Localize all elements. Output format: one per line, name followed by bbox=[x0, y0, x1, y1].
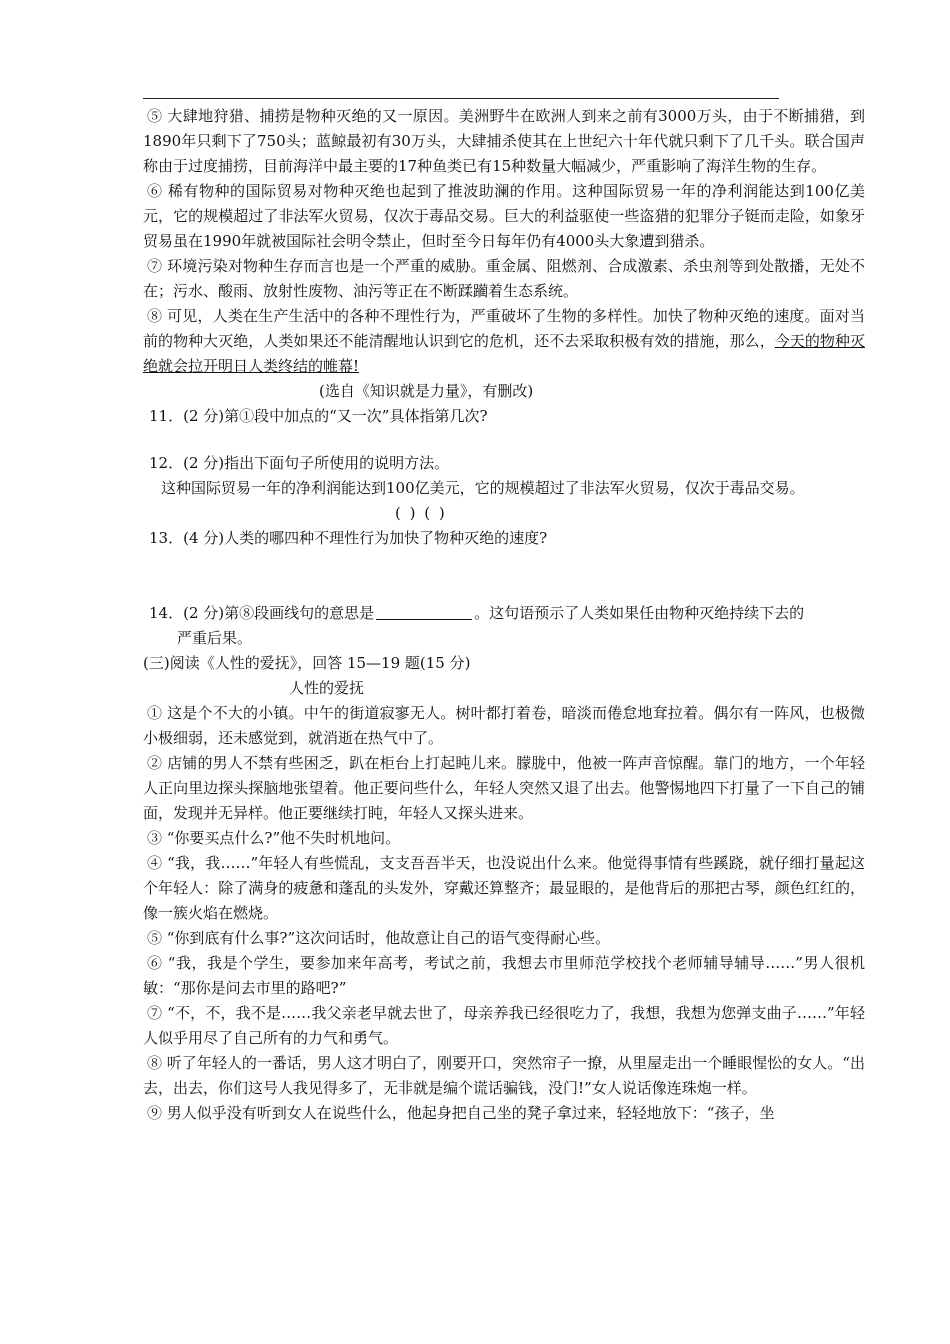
story-paragraph: ⑦ “不，不，我不是……我父亲老早就去世了，母亲养我已经很吃力了，我想，我想为您弹支曲子……”年轻人似乎用尽了自己所有的力气和勇气。 bbox=[143, 1004, 865, 1047]
header-rule bbox=[143, 98, 779, 99]
answer-space-11[interactable] bbox=[143, 429, 865, 451]
story-paragraph: ② 店铺的男人不禁有些困乏，趴在柜台上打起盹儿来。朦胧中，他被一阵声音惊醒。靠门的地方，一个年轻人正向里边探头探脑地张望着。他正要问些什么，年轻人突然又退了出去。他警惕地四下打量了一下自己的铺面，发现并无异样。他正要继续打盹，年轻人又探头进来。 bbox=[143, 754, 865, 822]
story-title: 人性的爱抚 bbox=[289, 679, 365, 697]
story-paragraph: ③ “你要买点什么?”他不失时机地问。 bbox=[147, 829, 401, 847]
story-paragraph: ⑨ 男人似乎没有听到女人在说些什么，他起身把自己坐的凳子拿过来，轻轻地放下：“孩子，坐 bbox=[147, 1104, 775, 1122]
section-heading: (三)阅读《人性的爱抚》，回答 15—19 题(15 分) bbox=[143, 654, 471, 672]
question-11: 11．(2 分)第①段中加点的“又一次”具体指第几次? bbox=[149, 407, 488, 425]
story-paragraph: ④ “我，我……”年轻人有些慌乱，支支吾吾半天，也没说出什么来。他觉得事情有些蹊跷，就仔细打量起这个年轻人：除了满身的疲惫和蓬乱的头发外，穿戴还算整齐；最显眼的，是他背后的那把古琴，颜色红红的，像一簇火焰在燃烧。 bbox=[143, 854, 865, 922]
question-14 bbox=[143, 601, 865, 626]
question-12-answer-brackets[interactable]: ( ) ( ) bbox=[395, 504, 447, 522]
story-paragraph: ⑤ “你到底有什么事?”这次问话时，他故意让自己的语气变得耐心些。 bbox=[147, 929, 611, 947]
paragraph-8 bbox=[143, 304, 865, 379]
story-paragraph: ① 这是个不大的小镇。中午的街道寂寥无人。树叶都打着卷，暗淡而倦怠地耷拉着。偶尔有一阵风，也极微小极细弱，还未感觉到，就消逝在热气中了。 bbox=[143, 704, 865, 747]
document-body bbox=[143, 104, 865, 1126]
answer-space-13[interactable] bbox=[143, 551, 865, 601]
paragraph-8-text: ⑧ 可见，人类在生产生活中的各种不理性行为，严重破坏了生物的多样性。加快了物种灭绝的速度。面对当前的物种大灭绝，人类如果还不能清醒地认识到它的危机，还不去采取积极有效的措施，那么， bbox=[143, 307, 865, 350]
question-14-text-after: 。这句语预示了人类如果任由物种灭绝持续下去的 bbox=[474, 604, 805, 622]
question-12: 12．(2 分)指出下面句子所使用的说明方法。 bbox=[149, 454, 450, 472]
story-paragraph: ⑧ 听了年轻人的一番话，男人这才明白了，刚要开口，突然帘子一撩，从里屋走出一个睡眼惺忪的女人。“出去，出去，你们这号人我见得多了，无非就是编个谎话骗钱，没门!”女人说话像连珠炮一样。 bbox=[143, 1054, 865, 1097]
paragraph-5: ⑤ 大肆地狩猎、捕捞是物种灭绝的又一原因。美洲野牛在欧洲人到来之前有3000万头，由于不断捕猎，到1890年只剩下了750头；蓝鲸最初有30万头，大肆捕杀使其在上世纪六十年代就只剩下了几千头。联合国声称由于过度捕捞，目前海洋中最主要的17种鱼类已有15种数量大幅减少，严重影响了海洋生物的生存。 bbox=[143, 107, 865, 175]
question-14-continuation: 严重后果。 bbox=[177, 629, 253, 647]
question-14-text: 14．(2 分)第⑧段画线句的意思是 bbox=[149, 604, 375, 622]
question-13: 13．(4 分)人类的哪四种不理性行为加快了物种灭绝的速度? bbox=[149, 529, 548, 547]
story-paragraph: ⑥ “我，我是个学生，要参加来年高考，考试之前，我想去市里师范学校找个老师辅导辅导……”男人很机敏：“那你是问去市里的路吧?” bbox=[143, 954, 865, 997]
underlined-sentence: 今天的物种灭绝就会拉开明日人类终结的帷幕! bbox=[143, 332, 865, 375]
paragraph-6: ⑥ 稀有物种的国际贸易对物种灭绝也起到了推波助澜的作用。这种国际贸易一年的净利润能达到100亿美元，它的规模超过了非法军火贸易，仅次于毒品交易。巨大的利益驱使一些盗猎的犯罪分子铤而走险，如象牙贸易虽在1990年就被国际社会明令禁止，但时至今日每年仍有4000头大象遭到猎杀。 bbox=[143, 182, 865, 250]
article-source: (选自《知识就是力量》，有删改) bbox=[319, 382, 534, 400]
question-14-blank[interactable] bbox=[376, 605, 472, 620]
question-12-sentence: 这种国际贸易一年的净利润能达到100亿美元，它的规模超过了非法军火贸易，仅次于毒品交易。 bbox=[161, 479, 805, 497]
paragraph-7: ⑦ 环境污染对物种生存而言也是一个严重的威胁。重金属、阻燃剂、合成激素、杀虫剂等到处散播，无处不在；污水、酸雨、放射性废物、油污等正在不断蹂躏着生态系统。 bbox=[143, 257, 865, 300]
